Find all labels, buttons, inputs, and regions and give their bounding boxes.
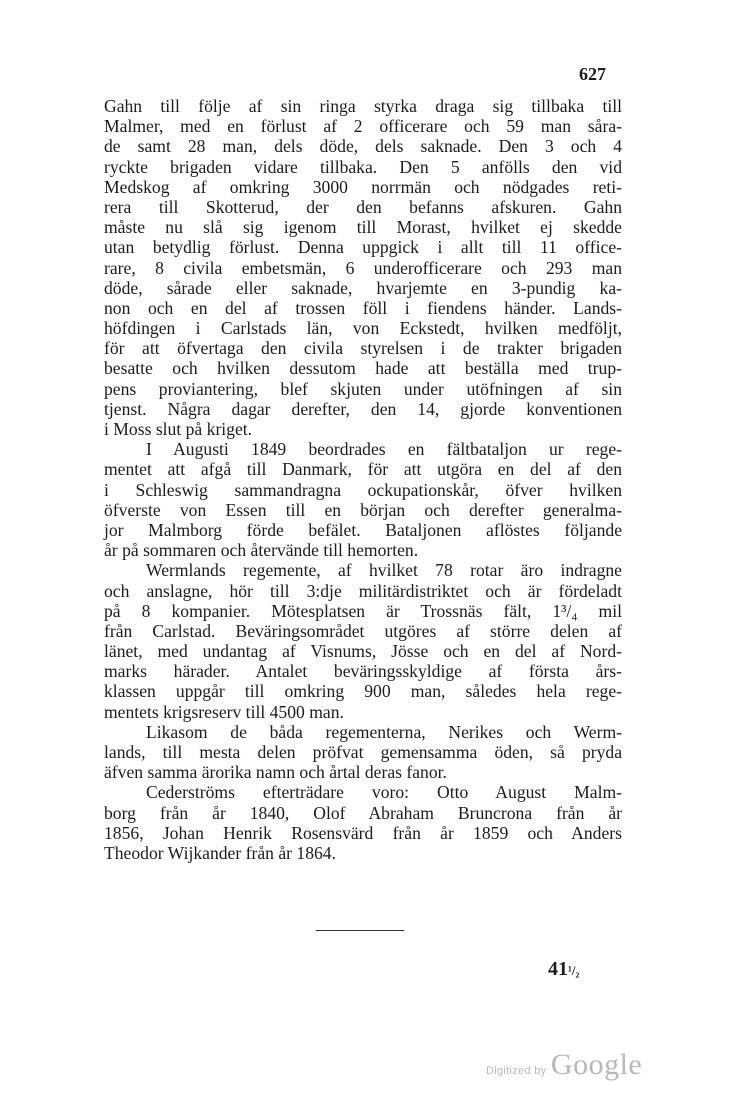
section-divider	[316, 930, 404, 931]
text-line: Theodor Wijkander från år 1864.	[104, 842, 337, 863]
text-line: besatte och hvilken dessutom hade att beställa med trup-	[104, 358, 622, 379]
text-line: Medskog af omkring 3000 norrmän och nödgades reti-	[104, 176, 622, 197]
page-number: 627	[579, 64, 606, 84]
watermark-brand: Google	[550, 1048, 643, 1081]
text-line: Malmer, med en förlust af 2 officerare och 59 man såra-	[104, 116, 622, 137]
signature-number: 41	[548, 958, 568, 980]
watermark-prefix: Digitized by	[486, 1065, 547, 1077]
signature-fraction: ¹/₂	[568, 963, 580, 978]
text-line: höfdingen i Carlstads län, von Eckstedt, hvilken medföljt,	[104, 318, 622, 339]
text-line: non och en del af trossen föll i fiendens händer. Lands-	[104, 297, 622, 318]
text-line: utan betydlig förlust. Denna uppgick i allt till 11 office-	[104, 237, 622, 258]
text-line: I Augusti 1849 beordrades en fältbataljon ur rege-	[146, 439, 622, 460]
text-line: Gahn till följe af sin ringa styrka draga sig tillbaka till	[104, 96, 622, 116]
text-line: pens proviantering, blef skjuten under utöfningen af sin	[104, 378, 622, 399]
text-line: tjenst. Några dagar derefter, den 14, gjorde konventionen	[104, 398, 622, 419]
text-line: för att öfvertaga den civila styrelsen i de trakter brigaden	[104, 338, 622, 359]
text-line: på 8 kompanier. Mötesplatsen är Trossnäs fält, 1³/₄ mil	[104, 600, 622, 621]
text-line: i Moss slut på kriget.	[104, 419, 253, 439]
text-line: år på sommaren och återvände till hemorten.	[104, 540, 419, 561]
text-line: 1856, Johan Henrik Rosensvärd från år 1859 och Anders	[104, 822, 622, 843]
text-line: Likasom de båda regementerna, Nerikes och Werm-	[146, 721, 622, 742]
text-line: Cederströms efterträdare voro: Otto August Malm-	[146, 782, 622, 803]
text-line: ryckte brigaden vidare tillbaka. Den 5 anfölls den vid	[104, 156, 622, 177]
text-line: äfven samma ärorika namn och årtal deras fanor.	[104, 762, 447, 783]
signature-mark	[548, 958, 579, 981]
text-line: de samt 28 man, dels döde, dels saknade. Den 3 och 4	[104, 136, 622, 157]
text-line: mentet att afgå till Danmark, för att utgöra en del af den	[104, 459, 622, 480]
text-line: måste nu slå sig igenom till Morast, hvilket ej skedde	[104, 217, 622, 238]
text-line: mentets krigsreserv till 4500 man.	[104, 701, 344, 722]
digitized-watermark	[486, 1048, 642, 1082]
text-line: öfverste von Essen till en början och derefter generalma-	[104, 499, 622, 520]
text-line: döde, sårade eller saknade, hvarjemte en 3-pundig ka-	[104, 277, 622, 298]
text-line: borg från år 1840, Olof Abraham Bruncrona från år	[104, 802, 622, 823]
text-line: lands, till mesta delen pröfvat gemensamma öden, så pryda	[104, 742, 622, 762]
text-line: marks härader. Antalet beväringsskyldige af första års-	[104, 661, 622, 682]
text-line: i Schleswig sammandragna ockupationskår, öfver hvilken	[104, 479, 622, 500]
text-line: från Carlstad. Beväringsområdet utgöres af större delen af	[104, 620, 622, 641]
text-line: rera till Skotterud, der den befanns afskuren. Gahn	[104, 196, 622, 217]
text-line: klassen uppgår till omkring 900 man, således hela rege-	[104, 681, 622, 702]
body-text	[104, 96, 622, 863]
text-line: rare, 8 civila embetsmän, 6 underofficerare och 293 man	[104, 257, 622, 278]
text-line: jor Malmborg förde befälet. Bataljonen aflöstes följande	[104, 519, 622, 540]
text-line: Wermlands regemente, af hvilket 78 rotar äro indragne	[146, 560, 622, 581]
text-line: länet, med undantag af Visnums, Jösse och en del af Nord-	[104, 641, 622, 662]
text-line: och anslagne, hör till 3:dje militärdistriktet och är fördeladt	[104, 580, 622, 601]
